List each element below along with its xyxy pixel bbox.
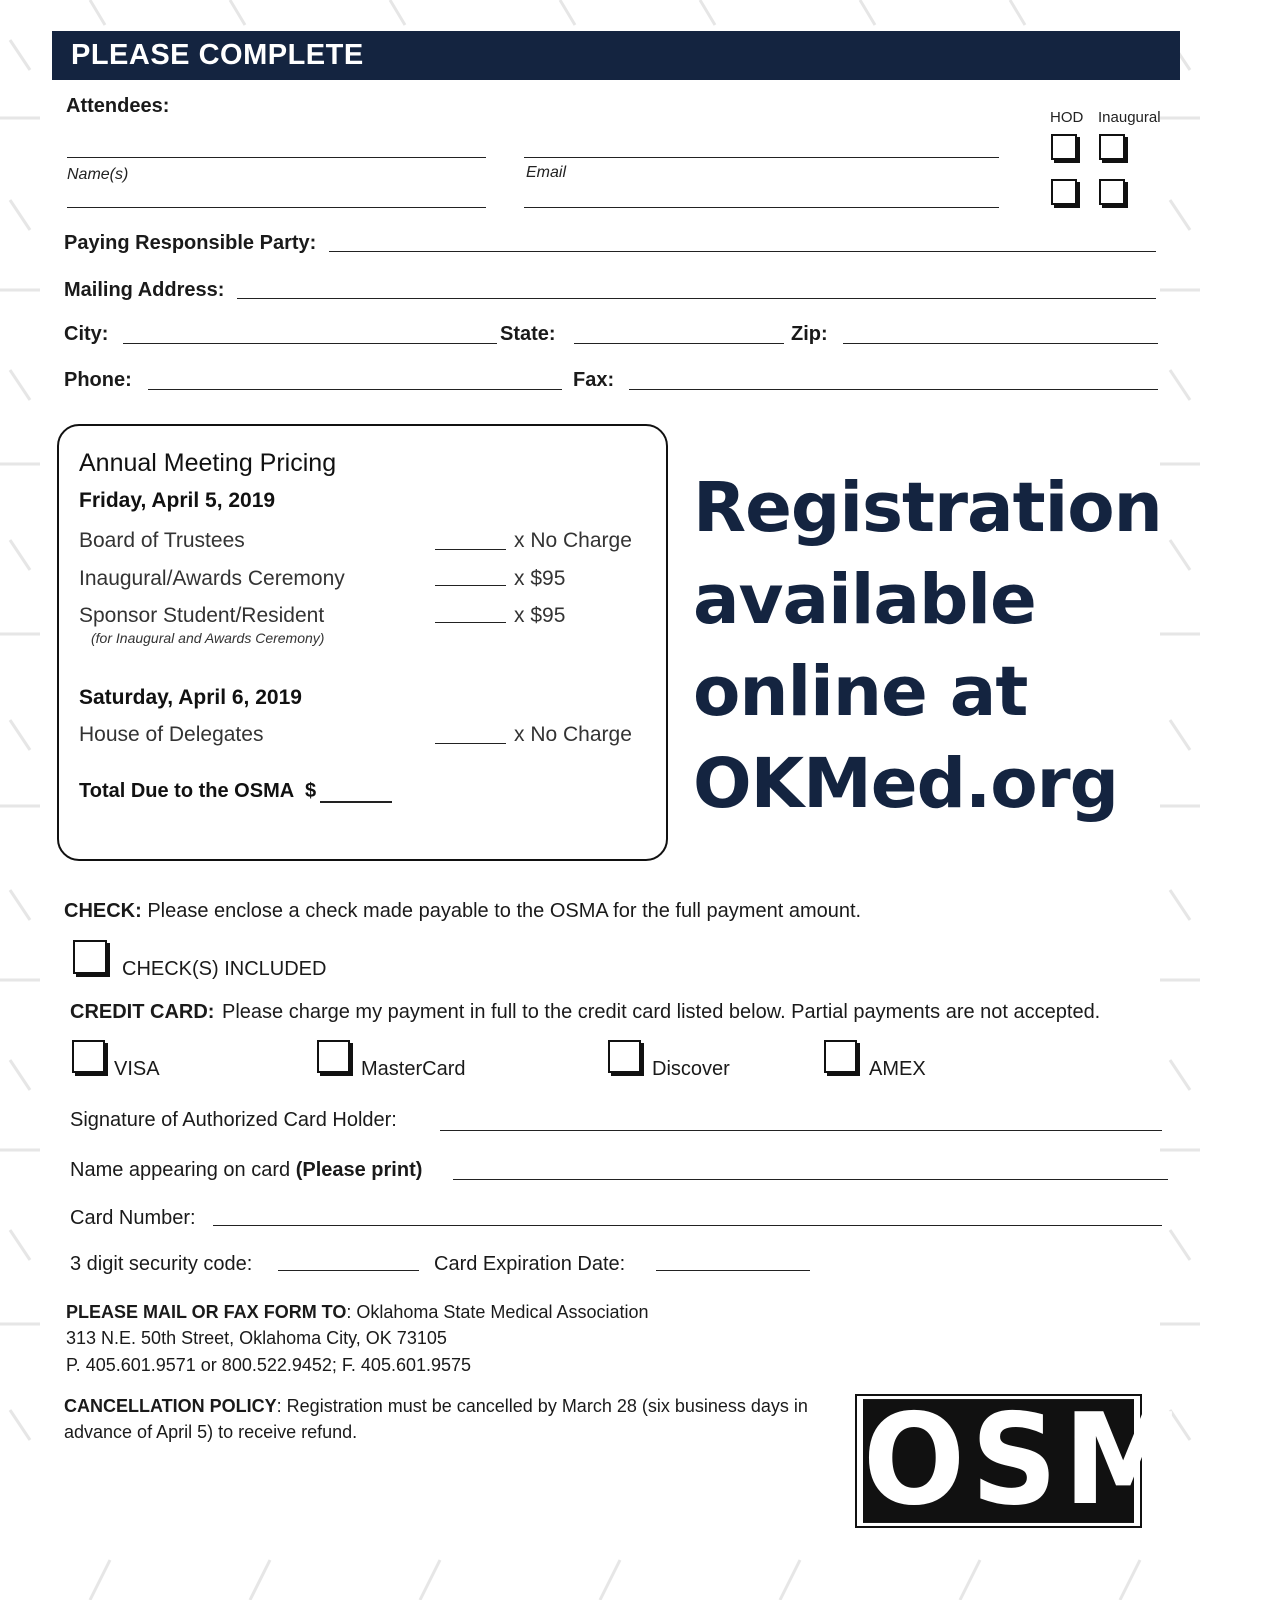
name-field-label: Name(s): [67, 166, 129, 183]
expiration-date-label: Card Expiration Date:: [434, 1253, 626, 1275]
inaugural-checkbox-2[interactable]: [1099, 179, 1125, 205]
amex-label: AMEX: [869, 1058, 926, 1080]
hod-checkbox-2[interactable]: [1051, 179, 1077, 205]
security-code-label: 3 digit security code:: [70, 1253, 253, 1275]
discover-checkbox[interactable]: [608, 1040, 641, 1073]
friday-date: Friday, April 5, 2019: [79, 489, 276, 512]
online-registration-promo: [693, 462, 1183, 830]
promo-line-1: Registration: [693, 468, 1162, 548]
expiration-date-line[interactable]: [656, 1270, 810, 1271]
promo-line-3: online at: [693, 652, 1028, 732]
inaugural-checkbox-1[interactable]: [1099, 134, 1125, 160]
mailing-address-line[interactable]: [237, 298, 1156, 299]
discover-label: Discover: [652, 1058, 730, 1080]
security-code-line[interactable]: [278, 1270, 419, 1271]
inaugural-ceremony-price: x $95: [514, 567, 566, 590]
paying-party-label: Paying Responsible Party:: [64, 232, 317, 254]
amex-checkbox[interactable]: [824, 1040, 857, 1073]
inaugural-column-label: Inaugural: [1098, 109, 1161, 126]
credit-card-instruction: Please charge my payment in full to the credit card listed below. Partial payments are not accepted.: [222, 1001, 1101, 1023]
checks-included-label: CHECK(S) INCLUDED: [122, 958, 327, 980]
house-of-delegates-qty-line[interactable]: [435, 743, 506, 744]
hod-checkbox-1[interactable]: [1051, 134, 1077, 160]
mail-address: 313 N.E. 50th Street, Oklahoma City, OK 73105: [66, 1328, 447, 1348]
phone-line[interactable]: [148, 389, 562, 390]
mailing-address-label: Mailing Address:: [64, 279, 225, 301]
zip-label: Zip:: [791, 323, 828, 345]
board-of-trustees-price: x No Charge: [514, 529, 632, 552]
total-due-line[interactable]: [320, 801, 392, 803]
name-on-card-emphasis: (Please print): [295, 1159, 423, 1181]
cancellation-text-1: : Registration must be cancelled by March 28 (six business days in: [276, 1396, 808, 1416]
pricing-title: Annual Meeting Pricing: [79, 449, 337, 477]
sponsor-student-price: x $95: [514, 604, 566, 627]
mastercard-checkbox[interactable]: [317, 1040, 350, 1073]
attendee-name-line[interactable]: [67, 157, 486, 158]
cancellation-label: CANCELLATION POLICY: [64, 1396, 277, 1416]
sponsor-student-qty-line[interactable]: [435, 622, 506, 623]
inaugural-ceremony-qty-line[interactable]: [435, 585, 506, 586]
state-line[interactable]: [574, 343, 784, 344]
board-of-trustees-qty-line[interactable]: [435, 549, 506, 550]
attendee-email-line[interactable]: [524, 157, 999, 158]
name-on-card-label: [70, 1159, 422, 1182]
check-label: CHECK:: [64, 900, 142, 922]
visa-checkbox[interactable]: [72, 1040, 105, 1073]
cancellation-line-1: [64, 1396, 808, 1417]
signature-label: Signature of Authorized Card Holder:: [70, 1109, 397, 1131]
attendee-name-line-2[interactable]: [67, 207, 486, 208]
inaugural-ceremony-label: Inaugural/Awards Ceremony: [79, 567, 345, 590]
card-number-label: Card Number:: [70, 1207, 196, 1229]
mail-to-org: : Oklahoma State Medical Association: [346, 1302, 649, 1322]
total-currency-symbol: $: [305, 780, 317, 802]
attendees-label: Attendees:: [66, 95, 170, 117]
credit-card-label: CREDIT CARD:: [70, 1001, 215, 1023]
house-of-delegates-price: x No Charge: [514, 723, 632, 746]
attendee-email-line-2[interactable]: [524, 207, 999, 208]
please-complete-banner: PLEASE COMPLETE: [52, 31, 1180, 80]
city-line[interactable]: [123, 343, 497, 344]
promo-line-2: available: [693, 560, 1036, 640]
sponsor-student-note: (for Inaugural and Awards Ceremony): [91, 630, 325, 646]
visa-label: VISA: [114, 1058, 160, 1080]
cancellation-line-2: advance of April 5) to receive refund.: [64, 1422, 358, 1442]
house-of-delegates-label: House of Delegates: [79, 723, 264, 746]
phone-label: Phone:: [64, 369, 132, 391]
promo-line-4: OKMed.org: [693, 744, 1119, 824]
mail-to-label: PLEASE MAIL OR FAX FORM TO: [66, 1302, 347, 1322]
card-number-line[interactable]: [213, 1225, 1162, 1226]
total-due-label: Total Due to the OSMA: [79, 780, 295, 802]
name-on-card-line[interactable]: [453, 1179, 1168, 1180]
mail-phones: P. 405.601.9571 or 800.522.9452; F. 405.601.9575: [66, 1355, 472, 1375]
saturday-date: Saturday, April 6, 2019: [79, 686, 302, 709]
mastercard-label: MasterCard: [361, 1058, 466, 1080]
fax-line[interactable]: [629, 389, 1158, 390]
paying-party-line[interactable]: [329, 251, 1156, 252]
checks-included-checkbox[interactable]: [73, 940, 107, 974]
osma-logo-text: OSMA: [863, 1387, 1288, 1534]
email-field-label: Email: [526, 164, 567, 181]
fax-label: Fax:: [573, 369, 615, 391]
mail-to-line: [66, 1302, 649, 1323]
city-label: City:: [64, 323, 109, 345]
check-instruction: [64, 900, 861, 923]
name-on-card-text: Name appearing on card: [70, 1159, 291, 1181]
check-text: Please enclose a check made payable to the OSMA for the full payment amount.: [147, 900, 862, 922]
hod-column-label: HOD: [1050, 109, 1084, 126]
state-label: State:: [500, 323, 556, 345]
signature-line[interactable]: [440, 1130, 1162, 1131]
osma-logo: [855, 1387, 1288, 1534]
board-of-trustees-label: Board of Trustees: [79, 529, 245, 552]
sponsor-student-label: Sponsor Student/Resident: [79, 604, 325, 627]
zip-line[interactable]: [843, 343, 1158, 344]
